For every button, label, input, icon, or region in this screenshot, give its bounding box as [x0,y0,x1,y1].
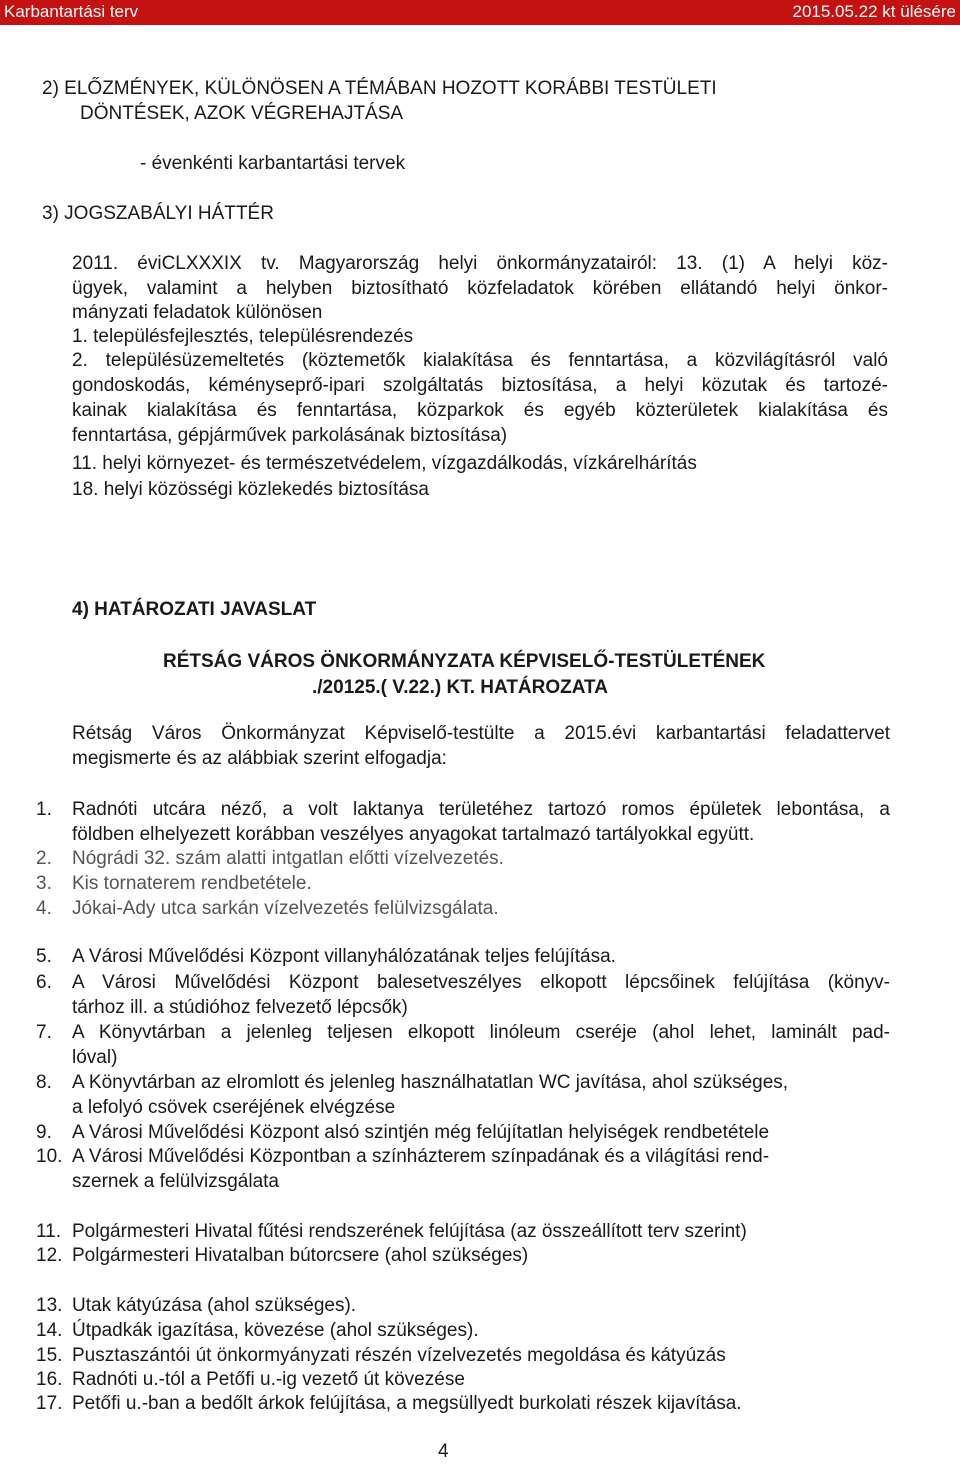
task-text: lóval) [72,1047,118,1068]
law-text-line: ügyek, valamint a helyben biztosítható közfeladatok körében ellátandó helyi önkor- [72,278,888,299]
task-text: Pusztaszántói út önkormyányzati részén vízelvezetés megoldása és kátyúzás [72,1345,726,1366]
section-2-bullet: - évenkénti karbantartási tervek [140,153,406,174]
task-number: 11. [36,1221,62,1242]
task-text: A Városi Művelődési Központ alsó szintjén még felújítatlan helyiségek rendbetétele [72,1122,770,1143]
task-number: 10. [36,1146,63,1167]
task-text: Utak kátyúzása (ahol szükséges). [72,1295,357,1316]
task-number: 6. [36,972,52,993]
task-number: 12. [36,1245,63,1266]
task-text: A Városi Művelődési Központ villanyhálózatának teljes felújítása. [72,946,616,967]
task-number: 14. [36,1320,63,1341]
law-text-line: 18. helyi közösségi közlekedés biztosítása [72,479,429,500]
section-2-title-line-2: DÖNTÉSEK, AZOK VÉGREHAJTÁSA [80,103,404,124]
resolution-intro-line-2: megismerte és az alábbiak szerint elfogadja: [72,748,447,769]
resolution-heading-line-2: ./20125.( V.22.) KT. HATÁROZATA [312,677,608,698]
task-number: 5. [36,946,52,967]
task-text: A Városi Művelődési Központban a színházterem színpadának és a világítási rend- [72,1146,770,1167]
section-4-title: 4) HATÁROZATI JAVASLAT [72,599,317,620]
task-text: A Könyvtárban a jelenleg teljesen elkopott linóleum cseréje (ahol lehet, laminált pad- [72,1022,890,1043]
task-text: Útpadkák igazítása, kövezése (ahol szükséges). [72,1320,479,1341]
section-2-title-line-1: 2) ELŐZMÉNYEK, KÜLÖNÖSEN A TÉMÁBAN HOZOTT KORÁBBI TESTÜLETI [42,78,717,99]
law-text-line: 11. helyi környezet- és természetvédelem, vízgazdálkodás, vízkárelhárítás [72,453,697,474]
task-text: Jókai-Ady utca sarkán vízelvezetés felülvizsgálata. [72,898,499,919]
task-text: tárhoz ill. a stúdióhoz felvezető lépcsők) [72,997,408,1018]
law-text-line: 2. településüzemeltetés (köztemetők kialakítása és fenntartása, a közvilágításról való [72,350,888,371]
task-text: Radnóti utcára néző, a volt laktanya területéhez tartozó romos épületek lebontása, a [72,799,890,820]
law-text-line: mányzati feladatok különösen [72,302,323,323]
resolution-heading-line-1: RÉTSÁG VÁROS ÖNKORMÁNYZATA KÉPVISELŐ-TESTÜLETÉNEK [163,651,766,672]
task-text: Petőfi u.-ban a bedőlt árkok felújítása, a megsüllyedt burkolati részek kijavítása. [72,1393,742,1414]
header-title: Karbantartási terv [4,2,139,21]
law-text-line: 2011. éviCLXXXIX tv. Magyarország helyi önkormányzatairól: 13. (1) A helyi köz- [72,253,888,274]
header-meeting-date: 2015.05.22 kt ülésére [792,2,956,21]
task-text: Polgármesteri Hivatalban bútorcsere (ahol szükséges) [72,1245,529,1266]
task-text: földben elhelyezett korábban veszélyes anyagokat tartalmazó tartályokkal együtt. [72,824,755,845]
task-number: 9. [36,1122,52,1143]
task-number: 3. [36,873,52,894]
section-3-title: 3) JOGSZABÁLYI HÁTTÉR [42,203,274,224]
law-text-line: gondoskodás, kéményseprő-ipari szolgáltatás biztosítása, a helyi közutak és tartozé- [72,375,888,396]
page-number: 4 [438,1441,449,1462]
task-text: A Városi Művelődési Központ balesetveszélyes elkopott lépcsőinek felújítása (könyv- [72,972,890,993]
task-text: Radnóti u.-tól a Petőfi u.-ig vezető út kövezése [72,1369,465,1390]
task-number: 13. [36,1295,63,1316]
task-number: 1. [36,799,52,820]
task-text: A Könyvtárban az elromlott és jelenleg használhatatlan WC javítása, ahol szükséges, [72,1072,789,1093]
task-number: 17. [36,1393,63,1414]
task-text: Nógrádi 32. szám alatti intgatlan előtti vízelvezetés. [72,848,504,869]
task-number: 16. [36,1369,63,1390]
law-text-line: fenntartása, gépjárművek parkolásának biztosítása) [72,425,508,446]
task-number: 7. [36,1022,52,1043]
task-text: Polgármesteri Hivatal fűtési rendszerének felújítása (az összeállított terv szerint) [72,1221,747,1242]
law-text-line: 1. településfejlesztés, településrendezés [72,326,414,347]
resolution-intro-line-1: Rétság Város Önkormányzat Képviselő-testülte a 2015.évi karbantartási feladattervet [72,723,890,744]
task-number: 4. [36,898,52,919]
task-text: a lefolyó csövek cseréjének elvégzése [72,1097,396,1118]
law-text-line: kainak kialakítása és fenntartása, közparkok és egyéb közterületek kialakítása és [72,400,888,421]
task-number: 8. [36,1072,52,1093]
task-text: Kis tornaterem rendbetétele. [72,873,312,894]
task-text: szernek a felülvizsgálata [72,1171,279,1192]
page-header [0,0,960,25]
task-number: 2. [36,848,52,869]
task-number: 15. [36,1345,63,1366]
